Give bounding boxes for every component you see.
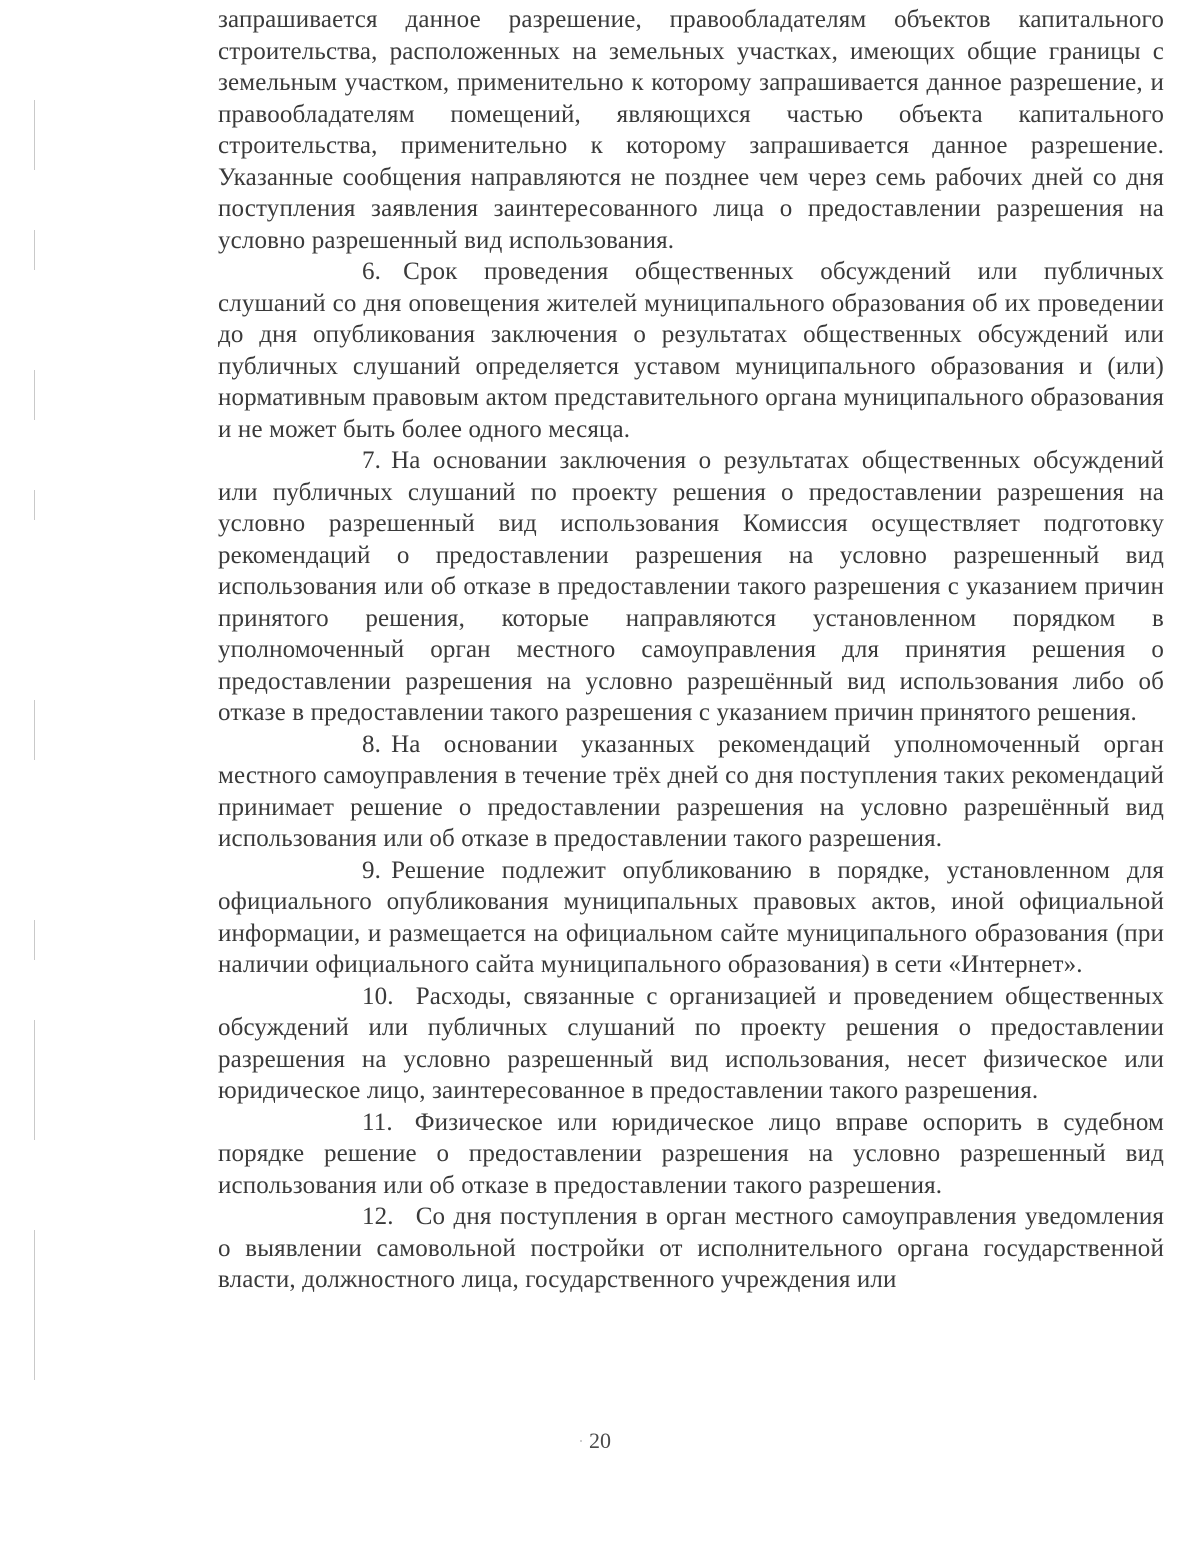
paragraph-text: Со дня поступления в орган местного самоуправления уведомления о выявлении самовольной постройки от исполнительного органа государственной власти, должностного лица, государственного учреждения или	[218, 1203, 1164, 1293]
paragraph-text: Срок проведения общественных обсуждений или публичных слушаний со дня оповещения жителей муниципального образования об их проведении до дня опубликования заключения о результатах общественных обсуждений или публичных слушаний определяется уставом муниципального образования и (или) нормативным правовым актом представительного органа муниципального образования и не может быть более одного месяца.	[218, 258, 1164, 443]
scan-mark	[34, 100, 35, 170]
paragraph-12	[218, 1201, 1164, 1296]
paragraph-number: 11.	[362, 1108, 393, 1136]
paragraph-10	[218, 981, 1164, 1107]
paragraph-number: 10.	[362, 982, 394, 1010]
paragraph-text: Физическое или юридическое лицо вправе оспорить в судебном порядке решение о предоставлении разрешения на условно разрешенный вид использования или об отказе в предоставлении такого разрешения.	[218, 1108, 1164, 1199]
paragraph-text: Решение подлежит опубликованию в порядке, установленном для официального опубликования муниципальных правовых актов, иной официальной информации, и размещается на официальном сайте муниципального образования (при наличии официального сайта муниципального образования) в сети «Интернет».	[218, 856, 1164, 978]
paragraph-continuation	[218, 4, 1164, 256]
paragraph-11	[218, 1107, 1164, 1202]
page-number: 20	[589, 1428, 611, 1453]
paragraph-text: запрашивается данное разрешение, правообладателям объектов капитального строительства, расположенных на земельных участках, имеющих общие границы с земельным участком, применительно к которому запрашивается данное разрешение, и правообладателям помещений, являющихся частью объекта капитального строительства, применительно к которому запрашивается данное разрешение. Указанные сообщения направляются не позднее чем через семь рабочих дней со дня поступления заявления заинтересованного лица о предоставлении разрешения на условно разрешенный вид использования.	[218, 6, 1164, 254]
scan-edge-marks	[28, 60, 44, 1420]
scan-mark	[34, 370, 35, 420]
paragraph-number: 7.	[362, 447, 382, 474]
paragraph-7	[218, 445, 1164, 729]
paragraph-number: 6.	[362, 258, 382, 285]
scan-mark	[34, 230, 35, 270]
scan-mark	[34, 700, 35, 760]
paragraph-6	[218, 256, 1164, 445]
scan-mark	[34, 920, 35, 960]
paragraph-number: 12.	[362, 1203, 394, 1230]
paragraph-9	[218, 855, 1164, 981]
paragraph-text: Расходы, связанные с организацией и проведением общественных обсуждений или публичных слушаний по проекту решения о предоставлении разрешения на условно разрешенный вид использования, несет физическое или юридическое лицо, заинтересованное в предоставлении такого разрешения.	[218, 982, 1164, 1104]
paragraph-8	[218, 729, 1164, 855]
paragraph-number: 8.	[362, 730, 382, 758]
document-body	[218, 4, 1164, 1296]
paragraph-text: На основании заключения о результатах общественных обсуждений или публичных слушаний по проекту решения о предоставлении разрешения на условно разрешенный вид использования Комиссия осуществляет подготовку рекомендаций о предоставлении разрешения на условно разрешенный вид использования или об отказе в предоставлении такого разрешения с указанием причин принятого решения, которые направляются установленном порядком в уполномоченный орган местного самоуправления для принятия решения о предоставлении разрешения на условно разрешённый вид использования либо об отказе в предоставлении такого разрешения с указанием причин принятого решения.	[218, 447, 1164, 726]
scan-mark	[34, 1020, 35, 1140]
paragraph-text: На основании указанных рекомендаций уполномоченный орган местного самоуправления в течение трёх дней со дня поступления таких рекомендаций принимает решение о предоставлении разрешения на условно разрешённый вид использования или об отказе в предоставлении такого разрешения.	[218, 730, 1164, 852]
scan-mark	[34, 1230, 35, 1380]
paragraph-number: 9.	[362, 856, 382, 884]
scan-mark	[34, 490, 35, 520]
